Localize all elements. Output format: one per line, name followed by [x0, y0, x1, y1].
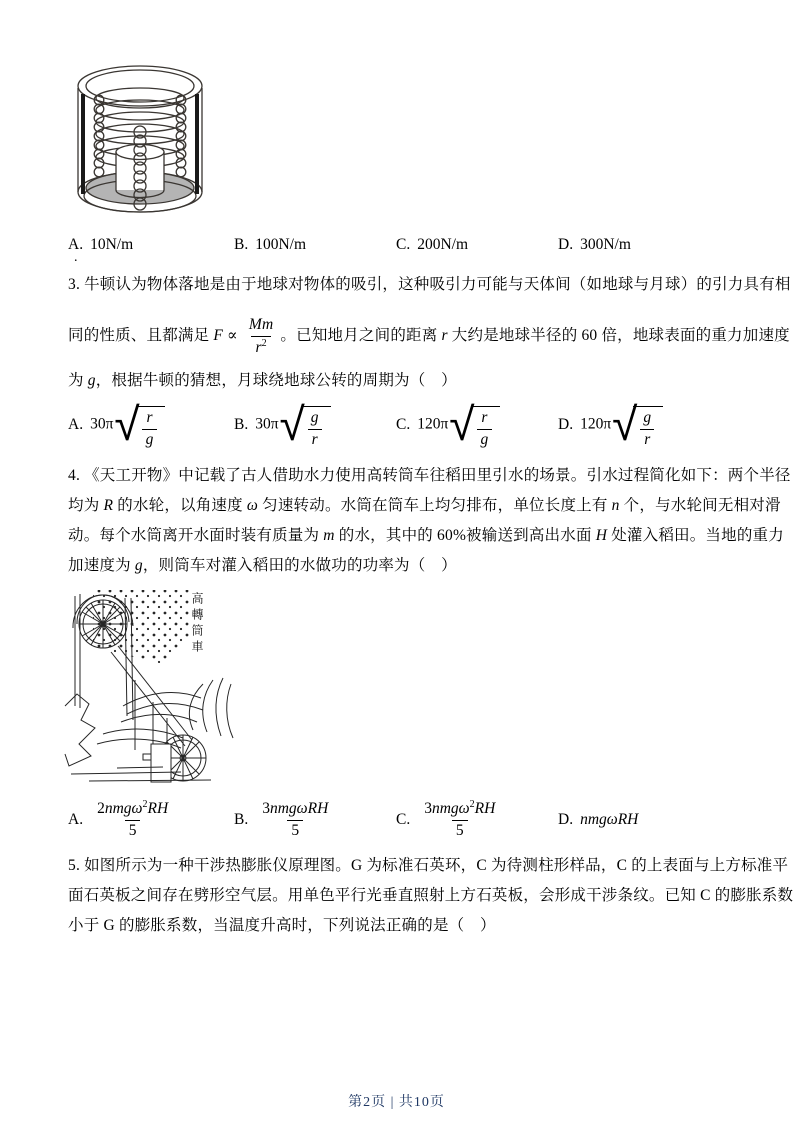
option-q2-d	[558, 236, 631, 254]
option-formula: 120π √ $\frac{g}{r}$	[580, 401, 663, 449]
option-q4-b	[234, 796, 335, 844]
option-q4-a	[68, 796, 175, 844]
pillar-housing	[143, 744, 171, 782]
q5-line-1: 5. 如图所示为一种干涉热膨胀仪原理图。G 为标准石英环，C 为待测柱形样品，C 的上表面与上方标准平	[68, 857, 789, 874]
q5-line-3: 小于 G 的膨胀系数，当温度升高时，下列说法正确的是（ ）	[68, 917, 496, 934]
option-label: A.	[68, 236, 84, 253]
question-4-options	[0, 796, 793, 844]
option-label: D.	[558, 811, 574, 828]
option-formula: $\frac{\text{3nmgωRH}}{5}$	[262, 799, 329, 839]
vegetation	[97, 678, 233, 748]
q3-line-3: 为 g，根据牛顿的猜想，月球绕地球公转的周期为（ ）	[68, 372, 457, 389]
option-q4-c	[396, 796, 502, 844]
frame-bar-right	[195, 94, 199, 194]
option-q2-c	[396, 236, 468, 254]
figure-title-label: 高轉筒車	[190, 592, 204, 656]
option-text: 100N/m	[255, 236, 307, 253]
option-q3-c	[396, 398, 500, 452]
option-label: A.	[68, 416, 84, 433]
q4-line-3: 动。每个水筒离开水面时装有质量为 m 的水，其中的 60%被输送到高出水面 H 处灌入稻田。当地的重力	[68, 527, 784, 544]
option-label: C.	[396, 236, 411, 253]
q4-line-2: 均为 R 的水轮，以角速度 ω 匀速转动。水筒在筒车上均匀排布，单位长度上有 n 个，与水轮间无相对滑	[68, 497, 781, 514]
side-coil-left	[94, 95, 104, 177]
option-text: 300N/m	[580, 236, 631, 253]
side-coil-right	[176, 95, 186, 177]
spring-device-figure	[52, 58, 230, 226]
option-formula: nmgωRH	[580, 811, 639, 828]
option-q3-d	[558, 398, 663, 452]
option-text: 10N/m	[90, 236, 134, 253]
frame-bar-left	[81, 94, 85, 194]
option-formula: $\frac{3nmg\omega^2RH}{5}$	[424, 799, 496, 840]
option-formula: $\frac{2nmg\omega^2RH}{5}$	[97, 799, 169, 840]
option-q2-a	[68, 236, 133, 254]
question-3-options	[0, 398, 793, 452]
option-label: C.	[396, 811, 411, 828]
option-text: 200N/m	[417, 236, 469, 253]
option-label: B.	[234, 236, 249, 253]
option-label: B.	[234, 811, 249, 828]
option-q3-a	[68, 398, 165, 452]
option-label: A.	[68, 811, 84, 828]
q3-line-2: 同的性质、且都满足 F ∝ $\frac{Mm}{r^2}$ 。已知地月之间的距离 r 大约是地球半径的 60 倍，地球表面的重力加速度	[68, 316, 790, 356]
option-q3-b	[234, 398, 331, 452]
q4-line-4: 加速度为 g，则筒车对灌入稻田的水做功的功率为（ ）	[68, 557, 457, 574]
upper-wheel	[79, 600, 127, 648]
option-formula: 30π √ $\frac{r}{g}$	[90, 401, 165, 449]
option-q2-b	[234, 236, 306, 254]
option-label: B.	[234, 416, 249, 433]
footer-page-number: 第2页 | 共10页	[348, 1095, 445, 1110]
ground-lines	[71, 767, 211, 781]
option-formula: 30π √ $\frac{g}{r}$	[255, 401, 330, 449]
q3-line-1: 3. 牛顿认为物体落地是由于地球对物体的吸引，这种吸引力可能与天体间（如地球与月球）的引力具有相	[68, 276, 791, 293]
stray-dot: .	[74, 250, 78, 265]
waterwheel-woodcut-figure	[63, 588, 243, 790]
option-q4-d	[558, 796, 638, 844]
option-label: D.	[558, 236, 574, 253]
option-formula: 120π √ $\frac{r}{g}$	[417, 401, 500, 449]
question-2-options	[0, 236, 793, 258]
option-label: D.	[558, 416, 574, 433]
q4-line-1: 4. 《天工开物》中记载了古人借助水力使用高转筒车往稻田里引水的场景。引水过程简化如下：两个半径	[68, 467, 791, 484]
option-label: C.	[396, 416, 411, 433]
q5-line-2: 面石英板之间存在劈形空气层。用单色平行光垂直照射上方石英板，会形成干涉条纹。已知 C 的膨胀系数	[68, 887, 793, 904]
